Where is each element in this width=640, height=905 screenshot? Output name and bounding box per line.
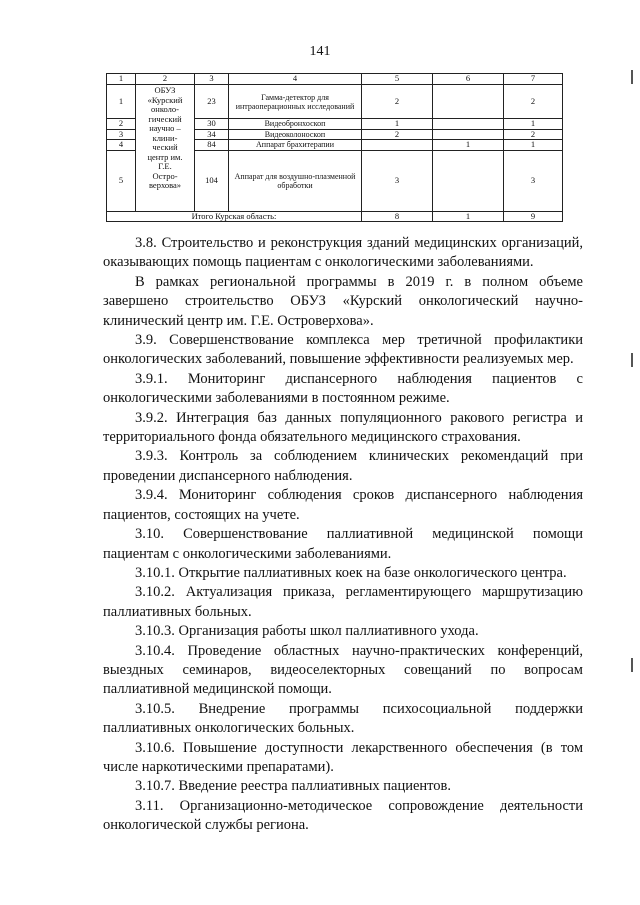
org-line: научно – xyxy=(149,123,181,133)
total-label: Итого Курская область: xyxy=(107,211,362,222)
paragraph: 3.10.6. Повышение доступности лекарственного обеспечения (в том числе наркотическими препаратами). xyxy=(103,739,583,775)
value-cell: 1 xyxy=(504,119,563,130)
paragraph: 3.10.7. Введение реестра паллиативных пациентов. xyxy=(135,778,452,795)
value-cell: 2 xyxy=(362,129,433,140)
paragraph: 3.10.4. Проведение областных научно-практических конференций, выездных семинаров, видеоселекторных совещаний по вопросам паллиативной медицинской помощи. xyxy=(103,642,583,698)
equipment-cell: Аппарат для воздушно-плазменной обработки xyxy=(229,150,362,211)
org-line: ОБУЗ xyxy=(154,85,176,95)
org-line: Остро- xyxy=(152,170,178,181)
table-total-row xyxy=(107,211,563,222)
value-cell: 2 xyxy=(504,129,563,140)
header-cell: 2 xyxy=(136,74,195,85)
paragraph: 3.9.4. Мониторинг соблюдения сроков диспансерного наблюдения пациентов, состоящих на учете. xyxy=(103,487,583,523)
equipment-cell: Видеоколоноскоп xyxy=(229,129,362,140)
quantity-cell: 34 xyxy=(195,129,229,140)
row-number: 5 xyxy=(107,150,136,211)
value-cell: 2 xyxy=(504,85,563,119)
value-cell: 3 xyxy=(504,150,563,211)
value-cell xyxy=(433,150,504,211)
row-number: 2 xyxy=(107,119,136,130)
paragraph: 3.10. Совершенствование паллиативной медицинской помощи пациентам с онкологическими заболеваниями. xyxy=(103,526,583,562)
equipment-cell: Видеобронхоскоп xyxy=(229,119,362,130)
value-cell: 1 xyxy=(504,140,563,151)
total-value: 9 xyxy=(504,211,563,222)
org-line: онколо- xyxy=(151,104,179,114)
scan-margin-mark xyxy=(631,70,633,84)
paragraph: 3.10.3. Организация работы школ паллиативного ухода. xyxy=(135,623,479,640)
paragraph: 3.10.5. Внедрение программы психосоциальной поддержки паллиативных онкологических больных. xyxy=(103,700,583,737)
paragraph: 3.9.1. Мониторинг диспансерного наблюдения пациентов с онкологическими заболеваниями в постоянном режиме. xyxy=(103,370,583,407)
org-line: ческий xyxy=(152,142,178,152)
paragraph: 3.11. Организационно-методическое сопровождение деятельности онкологической службы региона. xyxy=(103,797,583,834)
value-cell: 2 xyxy=(362,85,433,119)
value-cell xyxy=(362,140,433,151)
value-cell: 1 xyxy=(433,140,504,151)
row-number: 4 xyxy=(107,140,136,151)
paragraph: 3.10.2. Актуализация приказа, регламентирующего маршрутизацию паллиативных больных. xyxy=(103,584,583,620)
header-cell: 6 xyxy=(433,74,504,85)
table-row xyxy=(107,85,563,119)
paragraph: 3.9.2. Интеграция баз данных популяционного ракового регистра и территориального фонда обязательного медицинского страхования. xyxy=(103,409,583,446)
equipment-cell: Гамма-детектор для интраоперационных исследований xyxy=(229,85,362,119)
table-header-row xyxy=(107,74,563,85)
paragraph: В рамках региональной программы в 2019 г. в полном объеме завершено строительство ОБУЗ «Курский онкологический научно-клинический центр им. Г.Е. Островерхова». xyxy=(103,273,583,329)
total-value: 8 xyxy=(362,211,433,222)
value-cell xyxy=(433,119,504,130)
document-body xyxy=(103,234,583,836)
quantity-cell: 23 xyxy=(195,85,229,119)
header-cell: 3 xyxy=(195,74,229,85)
header-cell: 4 xyxy=(229,74,362,85)
organization-cell xyxy=(136,85,195,212)
total-value: 1 xyxy=(433,211,504,222)
quantity-cell: 104 xyxy=(195,150,229,211)
org-line: гический xyxy=(148,113,182,124)
equipment-cell: Аппарат брахитерапии xyxy=(229,140,362,151)
scan-margin-mark xyxy=(631,353,633,367)
row-number: 3 xyxy=(107,129,136,140)
org-line: центр им. xyxy=(147,151,183,162)
paragraph: 3.10.1. Открытие паллиативных коек на базе онкологического центра. xyxy=(135,564,567,581)
quantity-cell: 30 xyxy=(195,119,229,130)
value-cell: 1 xyxy=(362,119,433,130)
org-line: клини- xyxy=(152,132,178,143)
org-line: «Курский xyxy=(147,94,183,105)
org-line: верхова» xyxy=(148,180,182,190)
equipment-table xyxy=(106,73,563,222)
header-cell: 5 xyxy=(362,74,433,85)
paragraph: 3.9. Совершенствование комплекса мер третичной профилактики онкологических заболеваний, повышение эффективности реализуемых мер. xyxy=(103,332,583,368)
scan-margin-mark xyxy=(631,658,633,672)
value-cell xyxy=(433,85,504,119)
header-cell: 7 xyxy=(504,74,563,85)
header-cell: 1 xyxy=(107,74,136,85)
org-line: Г.Е. xyxy=(158,161,172,171)
value-cell xyxy=(433,129,504,140)
paragraph: 3.8. Строительство и реконструкция зданий медицинских организаций, оказывающих помощь пациентам с онкологическими заболеваниями. xyxy=(103,235,583,271)
paragraph: 3.9.3. Контроль за соблюдением клинических рекомендаций при проведении диспансерного наблюдения. xyxy=(103,448,583,484)
quantity-cell: 84 xyxy=(195,140,229,151)
row-number: 1 xyxy=(107,85,136,119)
page-number: 141 xyxy=(309,44,331,59)
value-cell: 3 xyxy=(362,150,433,211)
